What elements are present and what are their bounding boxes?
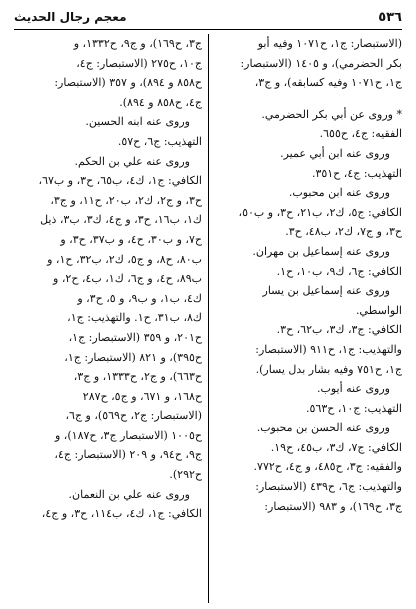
text-line: وروى عنه ابنه الحسين. [85,115,190,129]
text-line: الفقيه: ج٤، ح٦٥٥. [319,127,402,141]
text-line: ب٨٩، ح٤، و ج٦، ك١، ب٤، ح٢، و [53,272,202,286]
text-line: ك٤، ب١، و ب٩، و ٥، ح٣، و [77,291,202,305]
text-line: ح١٦٨، و ٦٧١، و ج٥، ح٢٨٧ [82,389,202,403]
text-line: بكر الحضرمي)، و ١٤٠٥ (الاستبصار: [240,56,402,70]
text-line: التهذيب: ج٦، ح٥٧. [117,134,202,148]
text-line: ح٢٩٢). [169,468,202,482]
text-line: ح٧، و ب٣٠، ح٤، و ب٣٧، ح٣، و [60,232,202,246]
text-line: ج٣، ح١٦٩)، و ٩٨٣ (الاستبصار: [264,499,402,513]
text-line: ج١، ح١٠٧١ وفيه كسابقه)، و ج٣، [254,76,402,90]
running-header [14,6,402,28]
text-line: الكافي: ج٥، ك٢، ب٢١، ح٣، و ب٥٠، [238,205,402,219]
text-line: ك٨، ب٣١، ح١. والتهذيب: ج١، [67,311,202,325]
book-title: معجم رجال الحديث [14,10,127,24]
text-line: وروى عنه الحسن بن محبوب. [256,421,390,435]
text-line: ج١، ح٧٥١ وفيه بشار بدل يسار). [255,362,402,376]
text-line: الكافي: ج٧، ك٣، ب٤٥، ح١٩. [270,440,402,454]
text-line: ج١٠، ح٢٧٥ (الاستبصار: ج٤، [76,56,202,70]
text-line: الواسطي. [355,303,402,317]
text-line: وروى عنه إسماعيل بن يسار [262,284,390,298]
text-line: الكافي: ج١، ك٤، ب٦٥، ح٣، و ب٦٧، [38,174,202,188]
text-line: ح٦٦٣)، و ج٢، ح١٣٣٣، و ج٣، [73,370,202,384]
text-line: ح٣٩٥)، و ٨٢١ (الاستبصار: ج١، [64,350,202,364]
text-line: ج٣، ح١٦٩)، و ج٩، ح١٣٣٢، و [73,37,202,50]
text-line: وروى عنه علي بن الحكم. [74,154,190,168]
text-line: والتهذيب: ج١، ح٩١١ (الاستبصار: [255,342,402,356]
text-line: ح٨٥٨ و ٨٩٤)، و ٣٥٧ (الاستبصار: [54,76,202,90]
left-column [14,34,202,524]
text-line: وروى عنه ابن محبوب. [288,186,390,200]
text-line: الكافي: ج١، ك٤، ب١١٤، ح٣، و ج٤، [41,507,202,521]
header-rule [14,29,402,30]
text-line: التهذيب: ج٤، ح٣٥١. [311,166,402,180]
text-line: وروى عنه علي بن النعمان. [68,487,190,501]
text-line: الكافي: ج٦، ك٩، ب١٠، ح١. [276,264,402,278]
text-line: وروى عنه إسماعيل بن مهران. [252,244,390,258]
text-line: التهذيب: ج١٠، ح٥٦٣. [306,401,402,415]
text-line: والتهذيب: ج٦، ح٤٣٩ (الاستبصار: [255,480,402,494]
right-column [214,34,402,516]
column-divider [208,34,209,603]
text-line: وروى عنه ابن أبي عمير. [280,146,390,160]
text-line: (الاستبصار: ج٢، ح٥٦٩)، و ج٦، [65,409,202,423]
text-line: * وروى عن أبي بكر الحضرمي. [261,107,402,121]
text-line: الكافي: ج٣، ك٣، ب٦٢، ح٣. [276,323,402,337]
text-line: (الاستبصار: ج١، ح١٠٧١ وفيه أبو [257,37,402,50]
paragraph-gap [214,93,402,105]
text-line: ج٩، ح٩٤، و ٢٠٩ (الاستبصار: ج٤، [54,448,202,462]
text-line: ك١، ب١٦، ح٣، و ج٤، ك٣، ب٣، ذيل [40,213,202,227]
text-line: والفقيه: ج٣، ح٤٨٥، و ج٤، ح٧٧٢. [253,460,402,474]
text-line: ح٣، و ج٧، ك٢، ب٤٨، ح٣. [285,225,402,239]
text-line: ج٤، ح٨٥٨ و ٨٩٤). [119,95,202,109]
text-line: ب٨٠، ح٨، و ج٥، ك٢، ب٣٢، ح١، و [47,252,202,266]
text-line: ح١٠٠٥ (الاستبصار ج٣، ح١٨٧)، و [55,428,202,442]
text-line: ح٢٠١، و ٣٥٩ (الاستبصار: ج١، [68,330,202,344]
text-line: ح٣، و ج٢، ك٢، ب٢٠، ح١١، و ج٣، [50,193,202,207]
page-number: ٥٣٦ [378,9,402,25]
text-line: وروى عنه أيوب. [317,382,390,396]
